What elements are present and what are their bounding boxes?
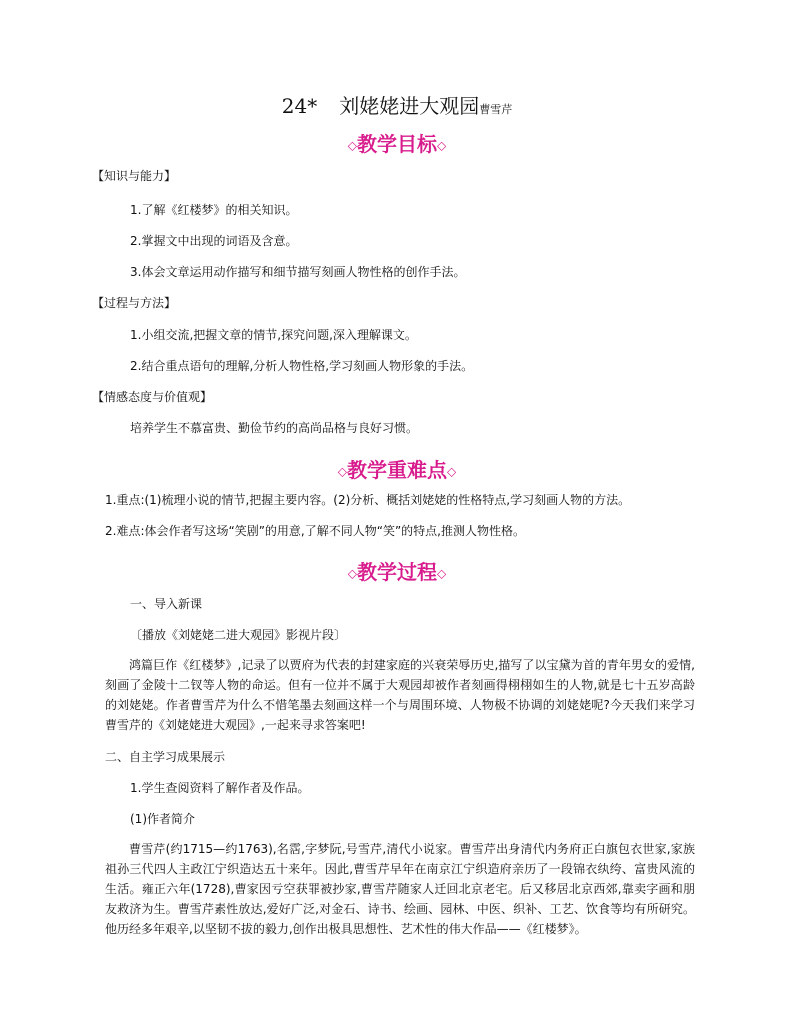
- diamond-icon: ◇: [437, 566, 447, 581]
- section-heading-process: [0, 556, 794, 585]
- goal-label-process: 【过程与方法】: [92, 296, 177, 310]
- process-subitem: (1)作者简介: [130, 812, 195, 826]
- diamond-icon: ◇: [347, 138, 357, 153]
- process-part-title: 一、导入新课: [130, 597, 203, 611]
- intro-paragraph: 鸿篇巨作《红楼梦》,记录了以贾府为代表的封建家庭的兴衰荣辱历史,描写了以宝黛为首的青年男女的爱情,刻画了金陵十二钗等人物的命运。但有一位并不属于大观园却被作者刻画得栩栩如生的人物,就是七十五岁高龄的刘姥姥。作者曹雪芹为什么不惜笔墨去刻画这样一个与周围环境、人物极不协调的刘姥姥呢?今天我们来学习曹雪芹的《刘姥姥进大观园》,一起来寻求答案吧!: [105, 658, 695, 732]
- goal-label-knowledge: 【知识与能力】: [92, 169, 177, 183]
- process-note: 〔播放《刘姥姥二进大观园》影视片段〕: [130, 628, 347, 642]
- diamond-icon: ◇: [447, 464, 457, 479]
- goal-item: 3.体会文章运用动作描写和细节描写刻画人物性格的创作手法。: [130, 265, 466, 279]
- goal-item: 培养学生不慕富贵、勤俭节约的高尚品格与良好习惯。: [130, 421, 419, 435]
- section-heading-text: 教学过程: [357, 560, 437, 584]
- author-bio-paragraph: 曹雪芹(约1715—约1763),名霑,字梦阮,号雪芹,清代小说家。曹雪芹出身清代内务府正白旗包衣世家,家族祖孙三代四人主政江宁织造达五十来年。因此,曹雪芹早年在南京江宁织造府亲历了一段锦衣纨绔、富贵风流的生活。雍正六年(1728),曹家因亏空获罪被抄家,曹雪芹随家人迁回北京老宅。后又移居北京西郊,靠卖字画和朋友救济为生。曹雪芹素性放达,爱好广泛,对金石、诗书、绘画、园林、中医、织补、工艺、饮食等均有所研究。他历经多年艰辛,以坚韧不拔的毅力,创作出极具思想性、艺术性的伟大作品——《红楼梦》。: [105, 842, 695, 936]
- section-heading-text: 教学重难点: [347, 458, 447, 482]
- goal-item: 1.小组交流,把握文章的情节,探究问题,深入理解课文。: [130, 328, 417, 342]
- lesson-title-text: 刘姥姥进大观园: [339, 94, 480, 118]
- lesson-title: [0, 90, 794, 119]
- process-item: 1.学生查阅资料了解作者及作品。: [130, 781, 310, 795]
- goal-item: 2.结合重点语句的理解,分析人物性格,学习刻画人物形象的手法。: [130, 359, 474, 373]
- diamond-icon: ◇: [347, 566, 357, 581]
- key-point-item: 1.重点:(1)梳理小说的情节,把握主要内容。(2)分析、概括刘姥姥的性格特点,学习刻画人物的方法。: [105, 493, 631, 507]
- section-heading-key-points: [0, 454, 794, 483]
- section-heading-text: 教学目标: [357, 132, 437, 156]
- lesson-author: 曹雪芹: [479, 103, 513, 116]
- section-heading-goals: [0, 128, 794, 157]
- goal-label-emotion: 【情感态度与价值观】: [92, 390, 213, 404]
- process-part-title: 二、自主学习成果展示: [105, 750, 226, 764]
- goal-item: 1.了解《红楼梦》的相关知识。: [130, 203, 298, 217]
- goal-item: 2.掌握文中出现的词语及含意。: [130, 234, 298, 248]
- diamond-icon: ◇: [437, 138, 447, 153]
- key-point-item: 2.难点:体会作者写这场“笑剧”的用意,了解不同人物“笑”的特点,推测人物性格。: [105, 524, 525, 538]
- diamond-icon: ◇: [337, 464, 347, 479]
- lesson-number: 24*: [281, 94, 318, 118]
